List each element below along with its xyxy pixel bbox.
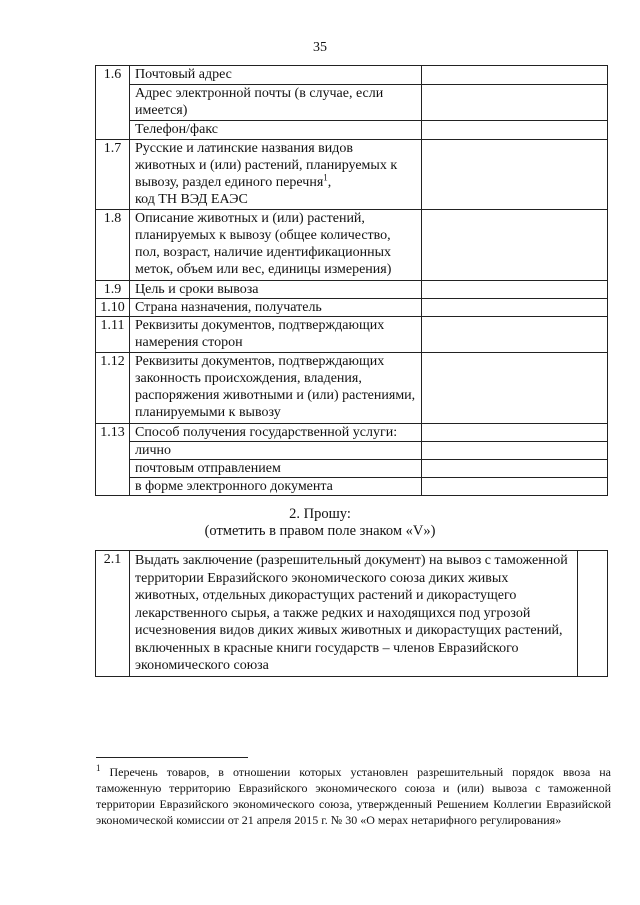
row-value-field[interactable]: [422, 478, 608, 496]
table-row: [96, 353, 608, 424]
row-number: 1.6: [96, 66, 130, 140]
footnote-ref[interactable]: 1: [323, 172, 328, 183]
table-row: [96, 317, 608, 353]
row-label: [130, 140, 422, 210]
row-label: Цель и сроки вывоза: [130, 281, 422, 299]
row-value-field[interactable]: [422, 121, 608, 140]
row-number: 1.12: [96, 353, 130, 424]
table-row: [96, 460, 608, 478]
request-table: [95, 550, 608, 677]
row-label-code: код ТН ВЭД ЕАЭС: [135, 192, 248, 207]
table-row: [96, 210, 608, 281]
table-row: [96, 121, 608, 140]
row-value-field[interactable]: [422, 317, 608, 353]
table-row: [96, 478, 608, 496]
row-label-text: Русские и латинские названия видов животных и (или) растений, планируемых к вывозу, раздел единого перечня: [135, 141, 398, 190]
row-value-field[interactable]: [422, 85, 608, 121]
row-number: 2.1: [96, 551, 130, 677]
row-label: Страна назначения, получатель: [130, 299, 422, 317]
section-subtitle: (отметить в правом поле знаком «V»): [204, 523, 436, 539]
row-number: 1.7: [96, 140, 130, 210]
row-label: лично: [130, 442, 422, 460]
row-label: Способ получения государственной услуги:: [130, 424, 422, 442]
row-number: 1.11: [96, 317, 130, 353]
row-label: Описание животных и (или) растений, планируемых к вывозу (общее количество, пол, возраст, наличие идентификационных меток, объем или вес, единицы измерения): [130, 210, 422, 281]
table-row: [96, 551, 608, 677]
table-row: [96, 140, 608, 210]
row-value-field[interactable]: [422, 66, 608, 85]
footnote-text: Перечень товаров, в отношении которых установлен разрешительный порядок ввоза на таможенную территорию Евразийского экономического союза и (или) вывоза с таможенной территории Евразийского экономического союза, утвержденный Решением Коллегии Евразийской экономической комиссии от 21 апреля 2015 г. № 30 «О мерах нетарифного регулирования»: [96, 765, 611, 827]
row-label: Телефон/факс: [130, 121, 422, 140]
application-form-table: [95, 65, 608, 496]
row-value-field[interactable]: [422, 424, 608, 442]
row-label: Реквизиты документов, подтверждающих намерения сторон: [130, 317, 422, 353]
row-label: Выдать заключение (разрешительный документ) на вывоз с таможенной территории Евразийского экономического союза диких живых животных, отдельных дикорастущих растений и дикорастущего лекарственного сырья, а также редких и находящихся под угрозой исчезновения видов диких живых животных и дикорастущих растений, включенных в красные книги государств – членов Евразийского экономического союза: [130, 551, 578, 677]
row-value-field[interactable]: [422, 140, 608, 210]
row-value-field[interactable]: [422, 353, 608, 424]
row-number: 1.13: [96, 424, 130, 496]
row-label: Реквизиты документов, подтверждающих законность происхождения, владения, распоряжения животными и (или) растениями, планируемыми к вывозу: [130, 353, 422, 424]
table-row: [96, 424, 608, 442]
row-value-field[interactable]: [422, 281, 608, 299]
footnote-marker: 1: [96, 763, 101, 773]
table-row: [96, 66, 608, 85]
row-number: 1.10: [96, 299, 130, 317]
table-row: [96, 85, 608, 121]
row-number: 1.9: [96, 281, 130, 299]
section-title: 2. Прошу:: [289, 506, 351, 522]
row-value-field[interactable]: [422, 210, 608, 281]
table-row: [96, 281, 608, 299]
row-label: в форме электронного документа: [130, 478, 422, 496]
row-label: Адрес электронной почты (в случае, если имеется): [130, 85, 422, 121]
footnote-separator: [96, 757, 248, 758]
table-row: [96, 299, 608, 317]
footnote: [96, 764, 611, 828]
row-label-comma: ,: [327, 175, 332, 190]
row-label: почтовым отправлением: [130, 460, 422, 478]
row-label: Почтовый адрес: [130, 66, 422, 85]
page-number: 35: [313, 40, 327, 55]
checkmark-field[interactable]: [578, 551, 608, 677]
row-value-field[interactable]: [422, 442, 608, 460]
row-value-field[interactable]: [422, 460, 608, 478]
row-value-field[interactable]: [422, 299, 608, 317]
table-row: [96, 442, 608, 460]
row-number: 1.8: [96, 210, 130, 281]
